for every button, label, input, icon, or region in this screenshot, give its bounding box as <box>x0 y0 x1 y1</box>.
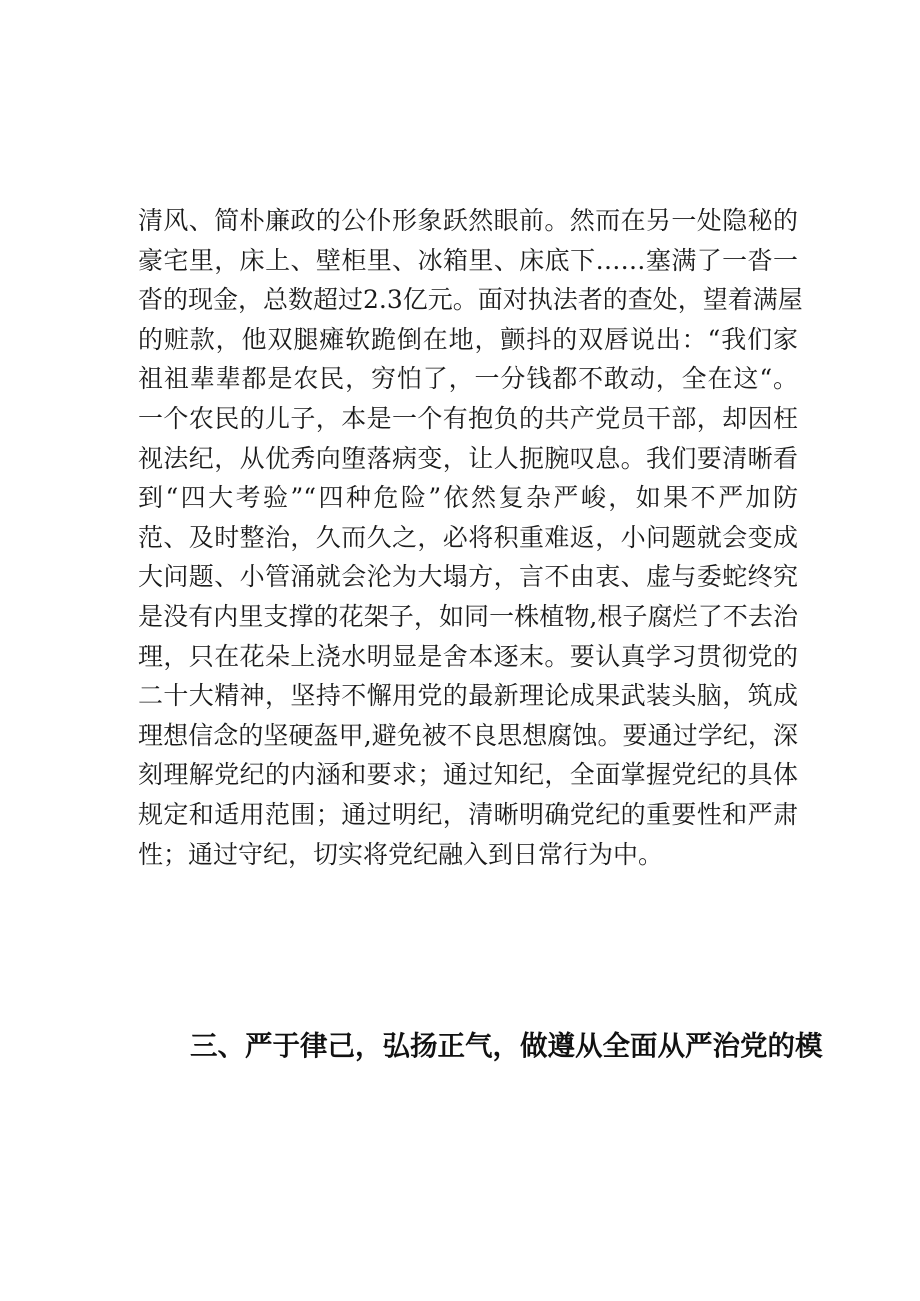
text-line: 的赃款，他双腿瘫软跪倒在地，颤抖的双唇说出：“我们家 <box>138 324 798 354</box>
text-line: 范、及时整治，久而久之，必将积重难返，小问题就会变成 <box>138 522 798 552</box>
text-line: 祖祖辈辈都是农民，穷怕了，一分钱都不敢动，全在这“。 <box>138 364 798 394</box>
text-line: 二十大精神，坚持不懈用党的最新理论成果武装头脑，筑成 <box>138 681 798 711</box>
text-line: 性；通过守纪，切实将党纪融入到日常行为中。 <box>138 839 664 869</box>
text-line: 大问题、小管涌就会沦为大塌方，言不由衷、虚与委蛇终究 <box>138 562 798 592</box>
text-line: 是没有内里支撑的花架子，如同一株植物,根子腐烂了不去治 <box>138 601 798 631</box>
text-line: 一个农民的儿子，本是一个有抱负的共产党员干部，却因枉 <box>138 403 798 433</box>
text-line: 豪宅里，床上、壁柜里、冰箱里、床底下……塞满了一沓一 <box>138 245 798 275</box>
text-line: 理想信念的坚硬盔甲,避免被不良思想腐蚀。要通过学纪，深 <box>138 720 798 750</box>
body-paragraph <box>138 201 803 874</box>
section-heading: 三、严于律己，弘扬正气，做遵从全面从严治党的模 <box>190 1030 823 1062</box>
text-line: 沓的现金，总数超过2.3亿元。面对执法者的查处，望着满屋 <box>138 285 803 315</box>
text-line: 刻理解党纪的内涵和要求；通过知纪，全面掌握党纪的具体 <box>138 760 798 790</box>
text-line: 到“四大考验”“四种危险”依然复杂严峻，如果不严加防 <box>138 483 798 513</box>
text-line: 规定和适用范围；通过明纪，清晰明确党纪的重要性和严肃 <box>138 799 798 829</box>
text-line: 理，只在花朵上浇水明显是舍本逐末。要认真学习贯彻党的 <box>138 641 798 671</box>
text-line: 清风、简朴廉政的公仆形象跃然眼前。然而在另一处隐秘的 <box>138 206 798 235</box>
text-line: 视法纪，从优秀向堕落病变，让人扼腕叹息。我们要清晰看 <box>138 443 798 473</box>
